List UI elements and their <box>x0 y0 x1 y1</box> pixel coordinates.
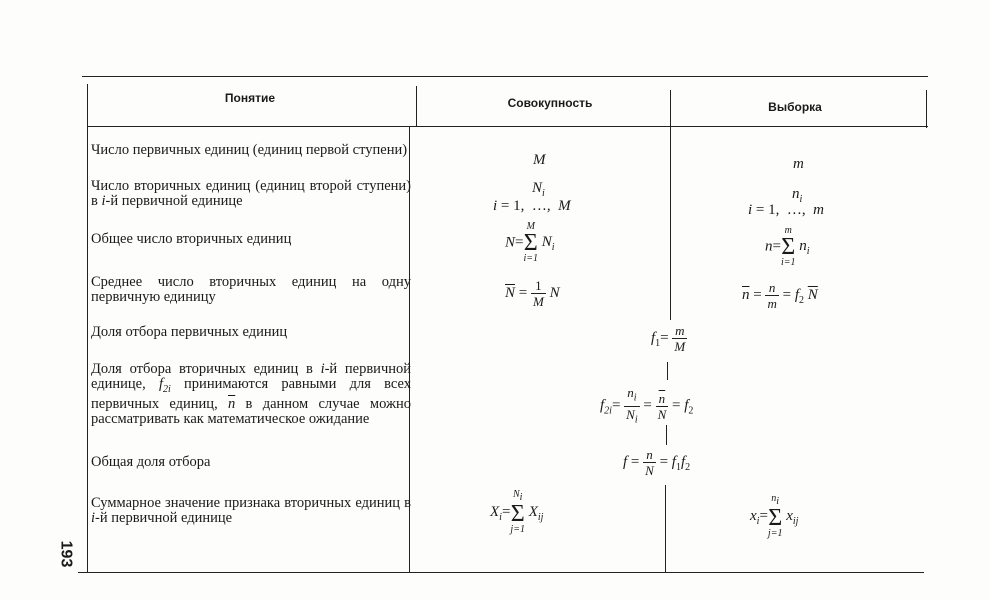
sample-row-1-m: m <box>793 156 804 172</box>
sample-row-2-ni: $n_i$ <box>792 186 803 205</box>
table-top-border <box>82 76 928 77</box>
sample-row-4-formula: $\overline{n}$ = $\frac{n}{m}$ = $f_2$ $\overline{N}$ <box>742 280 818 311</box>
pop-row-8-formula: $X_i=$ $N_i$ Σ j=1 $X_{ij}$ <box>490 489 544 535</box>
concept-row-1: Число первичных единиц (единиц первой ступени) <box>91 142 408 158</box>
table-bottom-border <box>78 572 924 573</box>
header-population: Совокупность <box>507 96 593 110</box>
header-sample: Выборка <box>768 100 822 114</box>
header-concept: Понятие <box>224 91 276 105</box>
column-divider-1 <box>416 86 417 126</box>
concept-row-7: Общая доля отбора <box>91 454 211 470</box>
concept-row-8: Суммарное значение признака вторичных единиц в i-й первичной единице <box>91 495 411 526</box>
pop-row-1-M: M <box>533 152 546 168</box>
column-divider-2-lower <box>665 485 666 572</box>
column-divider-2 <box>670 90 671 320</box>
concept-row-2: Число вторичных единиц (единиц второй ступени) в i-й первичной единице <box>91 178 411 209</box>
sample-row-3-formula: n= m Σ i=1 $n_i$ <box>765 225 810 268</box>
pop-row-2-Ni: $N_i$ <box>532 180 545 199</box>
concept-row-3: Общее число вторичных единиц <box>91 231 292 247</box>
column-divider-2-short-b <box>666 425 667 445</box>
concept-row-5: Доля отбора первичных единиц <box>91 324 288 340</box>
table-right-border <box>926 90 927 128</box>
pop-row-3-formula: N= M Σ i=1 $N_i$ <box>505 221 555 264</box>
header-bottom-border <box>88 126 928 127</box>
formula-row-5: $f_1=$ $\frac{m}{M}$ <box>651 323 686 354</box>
pop-row-2-range: i = 1, …, M <box>493 198 571 214</box>
concept-row-4: Среднее число вторичных единиц на одну первичную единицу <box>91 274 411 305</box>
sample-row-2-range: i = 1, …, m <box>748 202 824 218</box>
sample-row-8-formula: $x_i=$ $n_i$ Σ j=1 $x_{ij}$ <box>750 493 799 539</box>
column-divider-2-short-a <box>667 362 668 380</box>
concept-row-6: Доля отбора вторичных единиц в i-й первичной единице, $f_{2i}$ принимаются равными для всех первичных единиц, $\overline{n}$ в данном случае можно рассматривать как математическое ожидание <box>91 361 412 427</box>
table-left-border <box>87 84 88 572</box>
page-number: 193 <box>57 540 75 568</box>
formula-row-6: $f_{2i}=$ $\frac{n_i}{N_i}$ = $\frac{\overline{n}}{N}$ = $f_2$ <box>600 385 694 426</box>
pop-row-4-formula: $\overline{N}$ = $\frac{1}{M}$ N <box>505 278 560 309</box>
formula-row-7: f = $\frac{n}{N}$ = $f_1f_2$ <box>623 447 691 478</box>
